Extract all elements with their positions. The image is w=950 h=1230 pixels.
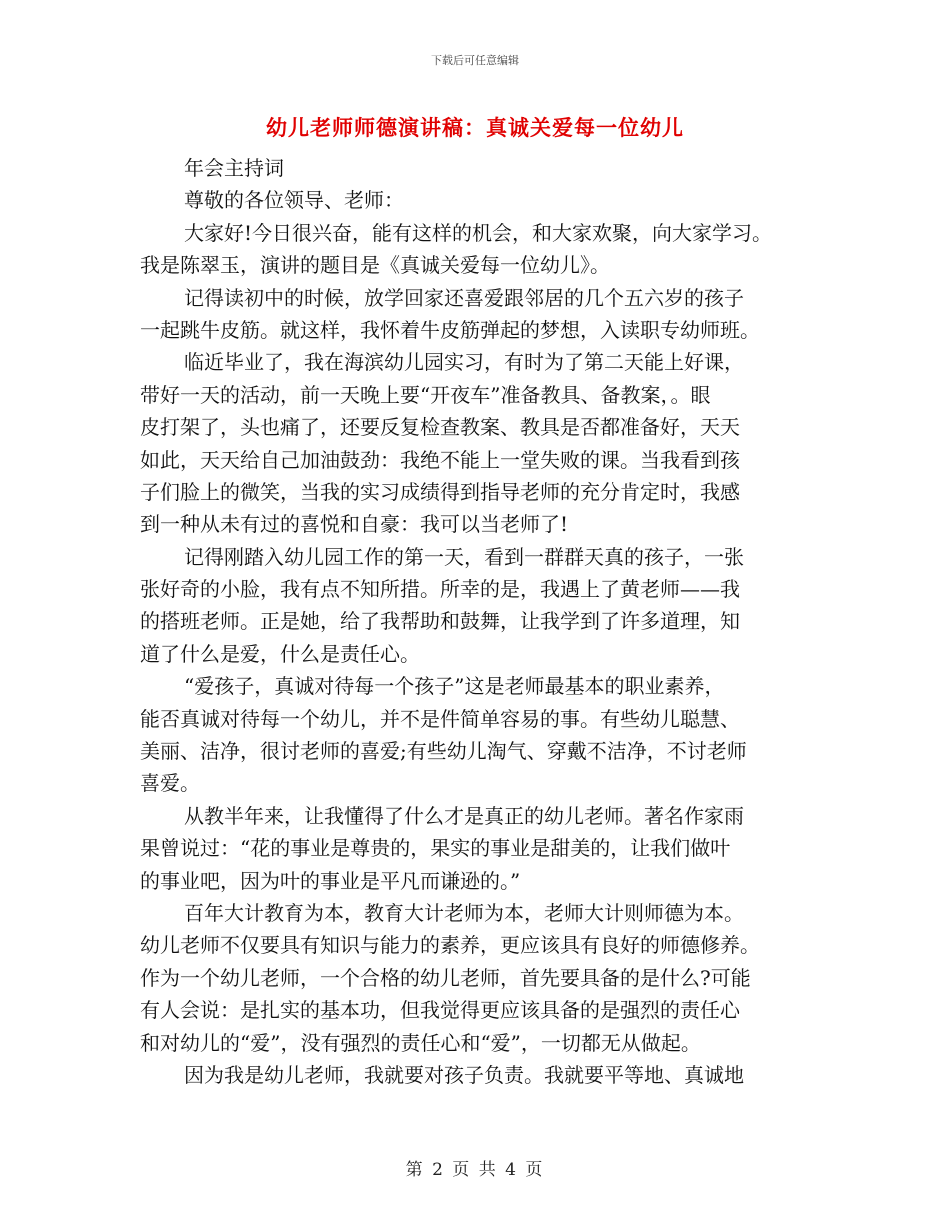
paragraph-line: 幼儿老师不仅要具有知识与能力的素养，更应该具有良好的师德修养。 (140, 933, 760, 958)
paragraph-line: 记得刚踏入幼儿园工作的第一天，看到一群群天真的孩子，一张 (184, 544, 744, 569)
document-title: 幼儿老师师德演讲稿：真诚关爱每一位幼儿 (266, 116, 684, 140)
paragraph-line: 果曾说过：“花的事业是尊贵的，果实的事业是甜美的，让我们做叶 (140, 836, 731, 861)
paragraph-line: 的搭班老师。正是她，给了我帮助和鼓舞，让我学到了许多道理，知 (140, 609, 740, 634)
paragraph-line: 张好奇的小脸，我有点不知所措。所幸的是，我遇上了黄老师——我 (140, 577, 740, 602)
paragraph-line: 因为我是幼儿老师，我就要对孩子负责。我就要平等地、真诚地 (184, 1062, 744, 1087)
paragraph-line: “爱孩子，真诚对待每一个孩子”这是老师最基本的职业素养， (184, 674, 725, 699)
paragraph-line: 记得读初中的时候，放学回家还喜爱跟邻居的几个五六岁的孩子 (184, 285, 744, 310)
paragraph-line: 作为一个幼儿老师，一个合格的幼儿老师，首先要具备的是什么?可能 (140, 965, 751, 990)
paragraph-line: 如此，天天给自己加油鼓劲：我绝不能上一堂失败的课。当我看到孩 (140, 447, 740, 472)
paragraph-line: 带好一天的活动，前一天晚上要“开夜车”准备教具、备教案，。眼 (140, 382, 711, 407)
paragraph-line: 的事业吧，因为叶的事业是平凡而谦逊的。” (140, 868, 521, 893)
paragraph-line: 喜爱。 (140, 771, 200, 796)
paragraph-line: 从教半年来，让我懂得了什么才是真正的幼儿老师。著名作家雨 (184, 803, 744, 828)
paragraph-line: 子们脸上的微笑，当我的实习成绩得到指导老师的充分肯定时，我感 (140, 479, 740, 504)
paragraph-line: 道了什么是爱，什么是责任心。 (140, 641, 420, 666)
paragraph-line: 尊敬的各位领导、老师： (184, 188, 404, 213)
paragraph-line: 皮打架了，头也痛了，还要反复检查教案、教具是否都准备好，天天 (140, 415, 740, 440)
paragraph-line: 百年大计教育为本，教育大计老师为本，老师大计则师德为本。 (184, 900, 744, 925)
paragraph-line: 年会主持词 (184, 156, 284, 180)
paragraph-line: 大家好!今日很兴奋，能有这样的机会，和大家欢聚，向大家学习。 (184, 220, 773, 245)
paragraph-line: 有人会说：是扎实的基本功，但我觉得更应该具备的是强烈的责任心 (140, 998, 740, 1023)
document-body (140, 152, 800, 1091)
paragraph-line: 一起跳牛皮筋。就这样，我怀着牛皮筋弹起的梦想，入读职专幼师班。 (140, 317, 760, 342)
paragraph-line: 临近毕业了，我在海滨幼儿园实习，有时为了第二天能上好课， (184, 350, 744, 375)
paragraph-line: 我是陈翠玉，演讲的题目是《真诚关爱每一位幼儿》。 (140, 253, 610, 278)
page-footer: 第 2 页 共 4 页 (405, 1160, 545, 1180)
paragraph-line: 能否真诚对待每一个幼儿，并不是件简单容易的事。有些幼儿聪慧、 (140, 706, 740, 731)
paragraph-line: 和对幼儿的“爱”，没有强烈的责任心和“爱”，一切都无从做起。 (140, 1030, 701, 1055)
page-header: 下载后可任意编辑 (431, 54, 519, 67)
paragraph-line: 到一种从未有过的喜悦和自豪：我可以当老师了! (140, 512, 569, 537)
paragraph-line: 美丽、洁净，很讨老师的喜爱;有些幼儿淘气、穿戴不洁净，不讨老师 (140, 739, 747, 764)
